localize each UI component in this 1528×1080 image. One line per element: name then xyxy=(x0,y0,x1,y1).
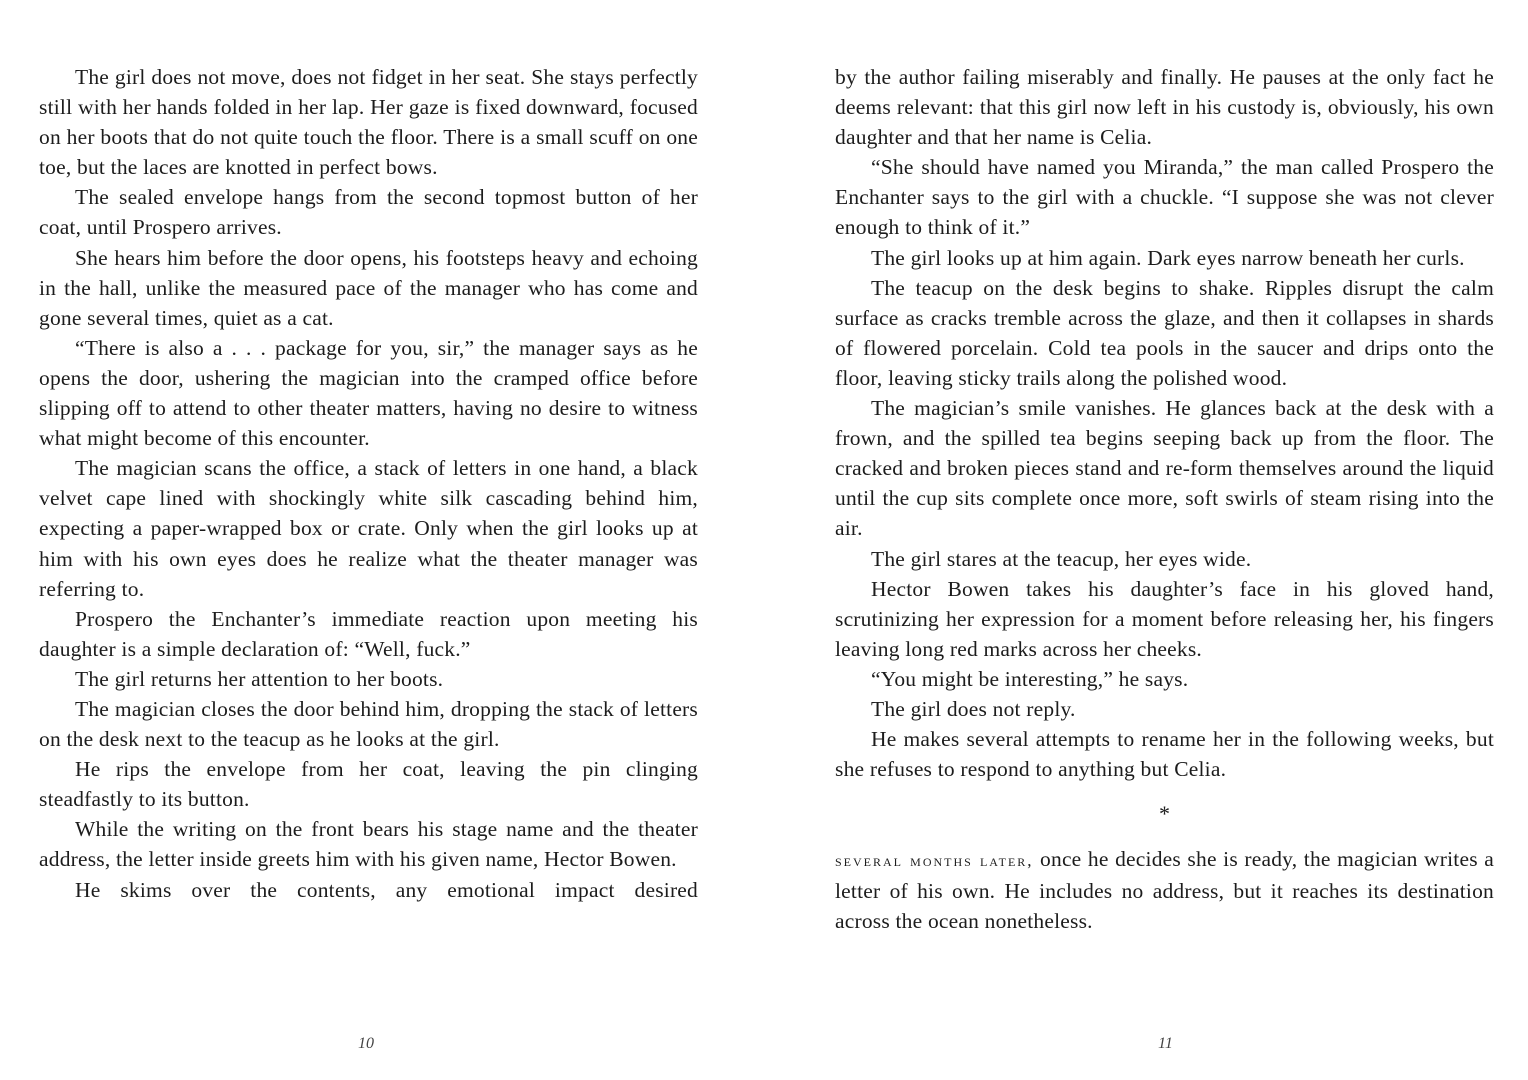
paragraph: He skims over the contents, any emotional impact desired xyxy=(75,877,698,902)
paragraph: He makes several attempts to rename her in the following weeks, but she refuses to respond to anything but Celia. xyxy=(835,727,1494,782)
paragraph: The girl does not move, does not fidget in her seat. She stays perfectly still with her hands folded in her lap. Her gaze is fixed downward, focused on her boots that do not quite touch the floor. There is a small scuff on one toe, but the laces are knotted in perfect bows. xyxy=(39,65,698,180)
paragraph: He rips the envelope from her coat, leaving the pin clinging steadfastly to its button. xyxy=(39,757,698,812)
paragraph: “You might be interesting,” he says. xyxy=(871,666,1189,691)
paragraph: She hears him before the door opens, his footsteps heavy and echoing in the hall, unlike the measured pace of the manager who has come and gone several times, quiet as a cat. xyxy=(39,245,698,330)
section-lead-smallcaps: several months later, xyxy=(835,851,1034,871)
page-number-right: 11 xyxy=(1158,1035,1173,1052)
section-text: once he decides she is ready, the magician writes a letter of his own. He includes no address, but it reaches its destination across the ocean nonetheless. xyxy=(835,847,1494,934)
paragraph: The sealed envelope hangs from the second topmost button of her coat, until Prospero arrives. xyxy=(39,185,698,240)
paragraph: Hector Bowen takes his daughter’s face in his gloved hand, scrutinizing her expression for a moment before releasing her, his fingers leaving long red marks across her cheeks. xyxy=(835,576,1494,661)
section-break: * xyxy=(1159,801,1170,827)
section-opening-paragraph xyxy=(835,844,1494,936)
left-page xyxy=(39,62,698,905)
paragraph: The magician’s smile vanishes. He glances back at the desk with a frown, and the spilled tea begins seeping back up from the floor. The cracked and broken pieces stand and re-form themselves around the liquid until the cup sits complete once more, soft swirls of steam rising into the air. xyxy=(835,396,1494,541)
paragraph: The girl returns her attention to her boots. xyxy=(75,666,444,691)
paragraph: The magician closes the door behind him, dropping the stack of letters on the desk next to the teacup as he looks at the girl. xyxy=(39,696,698,752)
paragraph: Prospero the Enchanter’s immediate reaction upon meeting his daughter is a simple declaration of: “Well, fuck.” xyxy=(39,606,698,661)
paragraph: The teacup on the desk begins to shake. Ripples disrupt the calm surface as cracks tremble across the glaze, and then it collapses in shards of flowered porcelain. Cold tea pools in the saucer and drips onto the floor, leaving sticky trails along the polished wood. xyxy=(835,275,1494,390)
paragraph: The magician scans the office, a stack of letters in one hand, a black velvet cape lined with shockingly white silk cascading behind him, expecting a paper-wrapped box or crate. Only when the girl looks up at him with his own eyes does he realize what the theater manager was referring to. xyxy=(39,456,698,601)
paragraph: The girl stares at the teacup, her eyes wide. xyxy=(871,546,1252,571)
paragraph: While the writing on the front bears his stage name and the theater address, the letter inside greets him with his given name, Hector Bowen. xyxy=(39,817,698,872)
page-number-left: 10 xyxy=(358,1035,374,1052)
right-page xyxy=(835,62,1494,937)
paragraph: “She should have named you Miranda,” the man called Prospero the Enchanter says to the girl with a chuckle. “I suppose she was not clever enough to think of it.” xyxy=(835,155,1494,240)
paragraph: “There is also a . . . package for you, sir,” the manager says as he opens the door, ushering the magician into the cramped office before slipping off to attend to other theater matters, having no desire to witness what might become of this encounter. xyxy=(39,335,698,451)
paragraph: The girl does not reply. xyxy=(871,696,1076,721)
paragraph: The girl looks up at him again. Dark eyes narrow beneath her curls. xyxy=(871,245,1465,270)
paragraph-continuation: by the author failing miserably and finally. He pauses at the only fact he deems relevant: that this girl now left in his custody is, obviously, his own daughter and that her name is Celia. xyxy=(835,65,1494,150)
